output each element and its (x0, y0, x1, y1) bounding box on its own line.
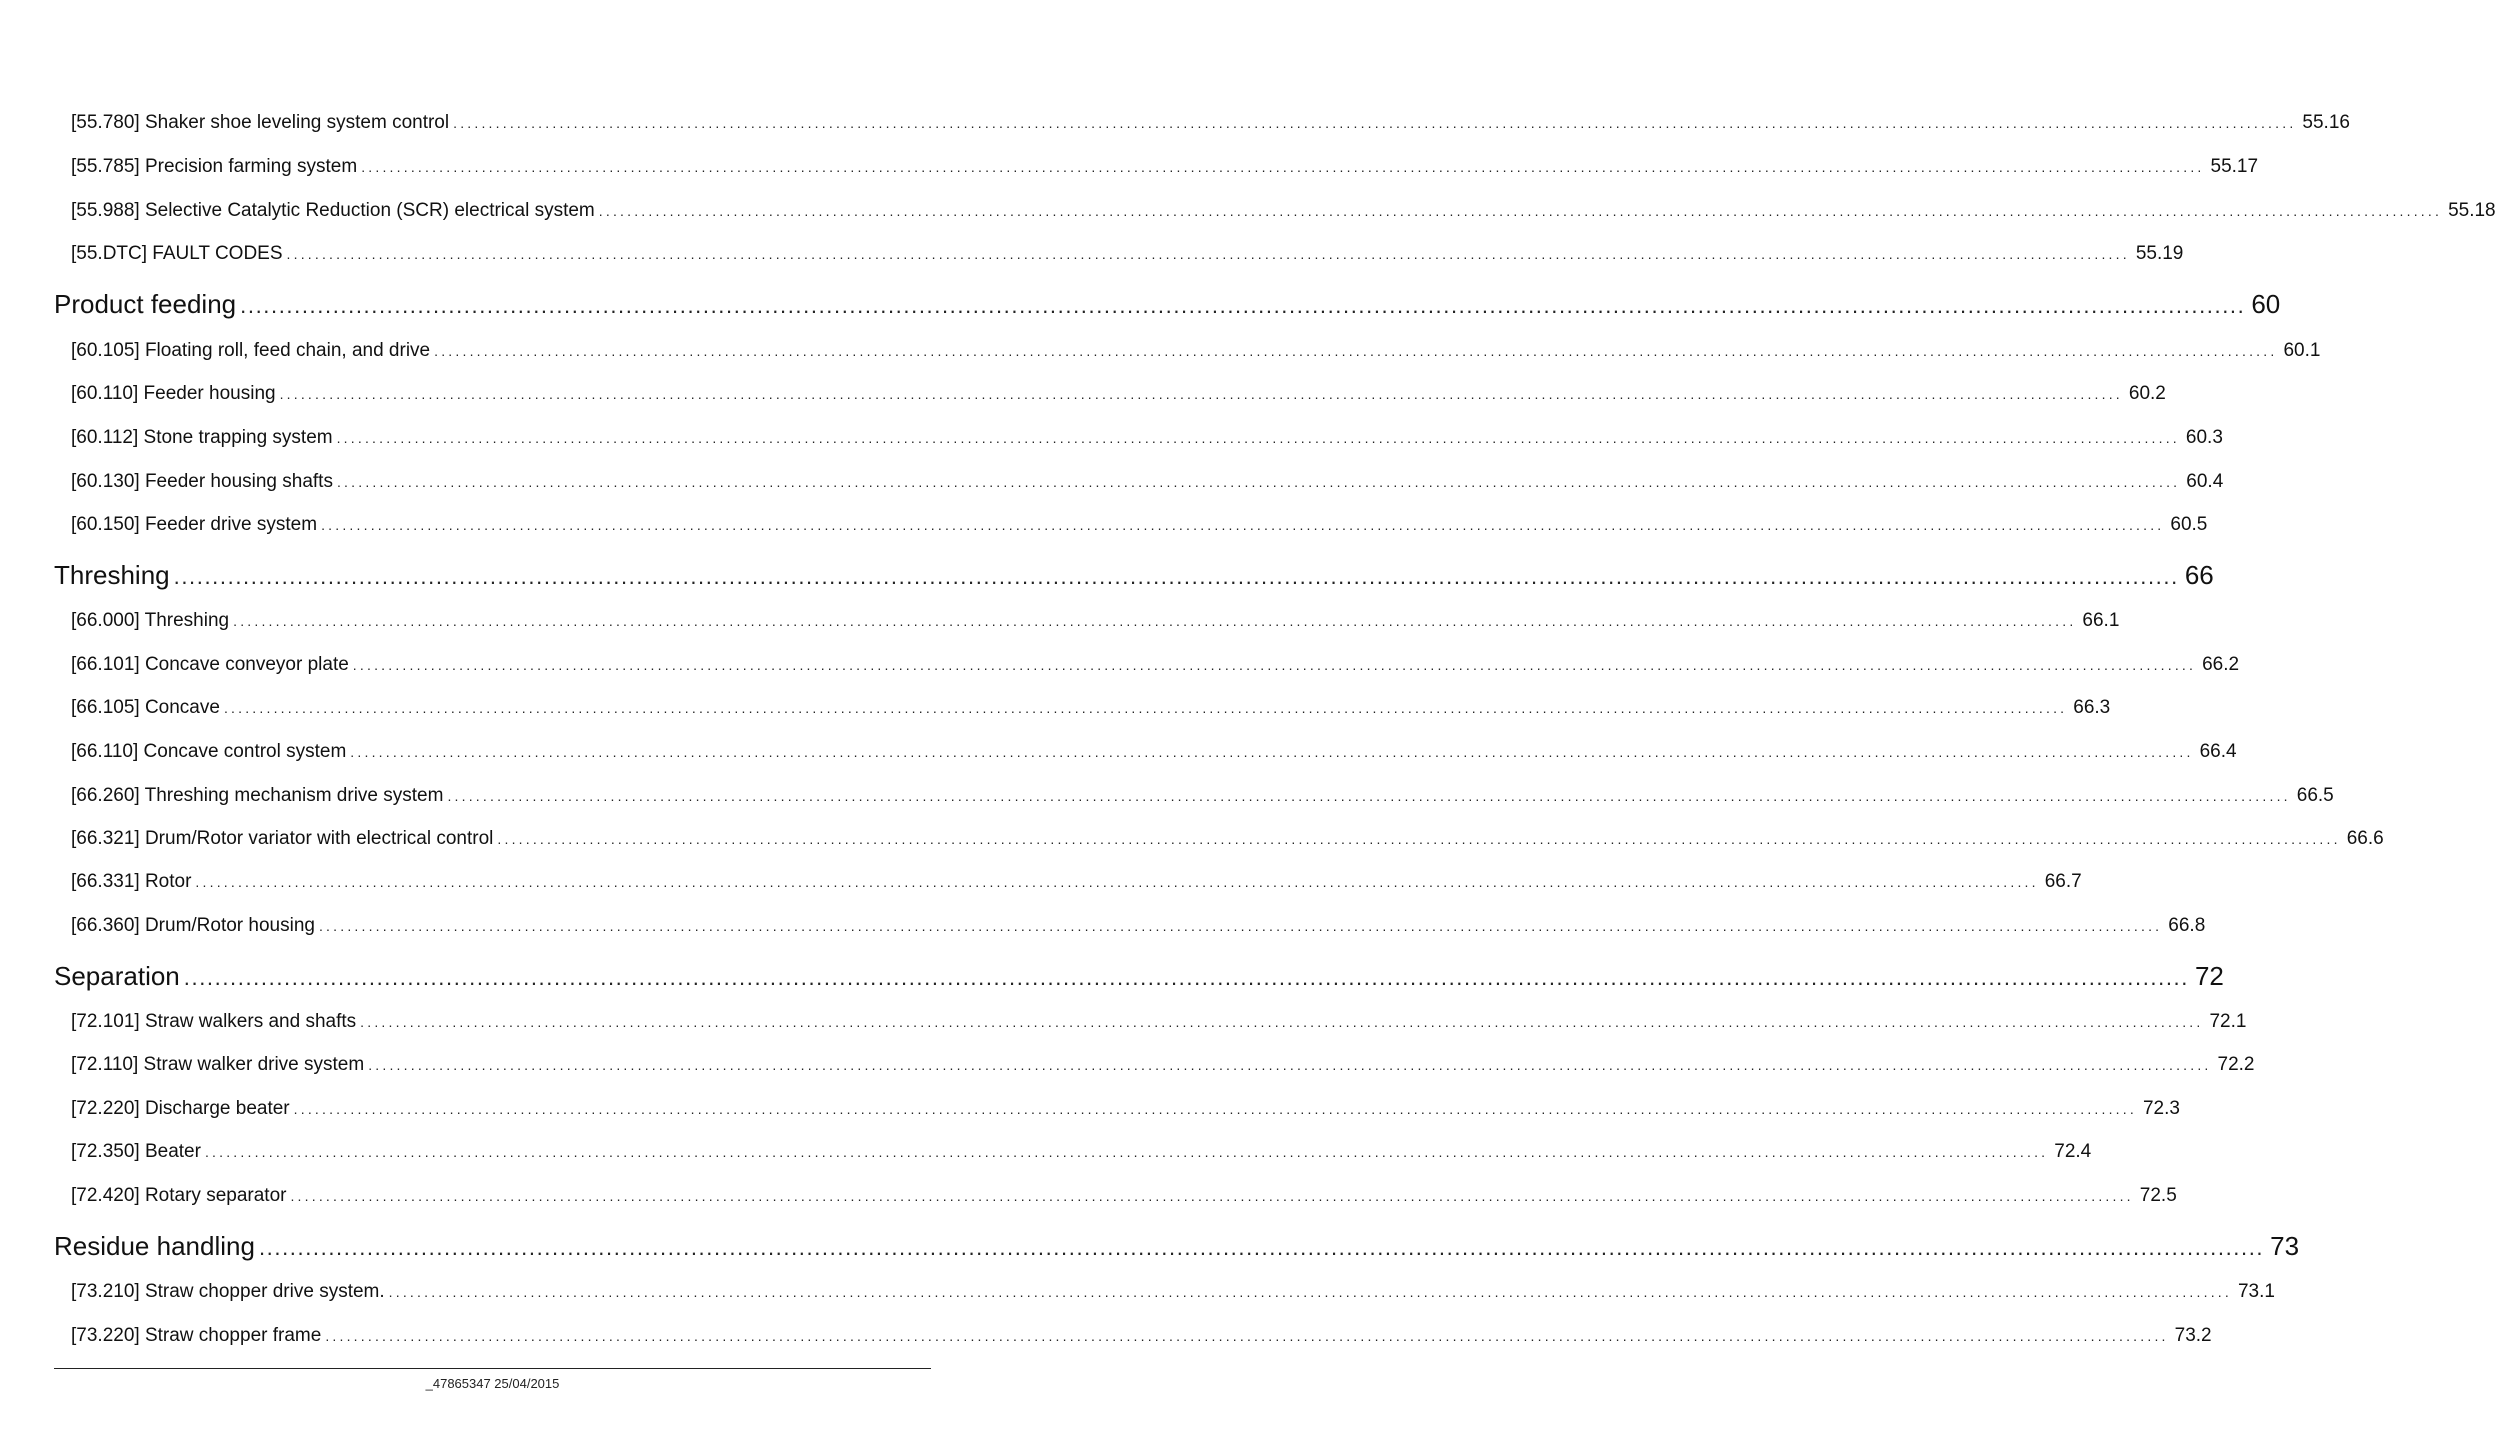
toc-entry[interactable] (71, 427, 2223, 449)
page-number: 72.5 (2139, 1185, 2177, 1206)
dot-leader: .................................................................................................................................................................................................................................................................... (598, 203, 2443, 219)
dot-leader: .................................................................................................................................................................................................................................................................... (240, 293, 2246, 318)
toc-entry[interactable] (71, 915, 2206, 937)
toc-entry[interactable] (71, 741, 2237, 763)
page-number: 66.4 (2199, 741, 2237, 762)
entry-title: [55.785] Precision farming system (71, 156, 358, 177)
page-number: 72.2 (2217, 1054, 2255, 1075)
entry-title: [60.150] Feeder drive system (71, 514, 318, 535)
dot-leader: .................................................................................................................................................................................................................................................................... (350, 744, 2194, 760)
toc-entry[interactable] (71, 156, 2259, 178)
toc-entry[interactable] (71, 200, 2496, 222)
section-title: Threshing (54, 560, 170, 590)
dot-leader: .................................................................................................................................................................................................................................................................... (258, 1235, 2265, 1260)
page-number: 60.1 (2283, 340, 2321, 361)
page-number: 55.18 (2448, 200, 2496, 221)
dot-leader: .................................................................................................................................................................................................................................................................... (360, 1014, 2204, 1030)
entry-title: [55.988] Selective Catalytic Reduction (SCR) electrical system (71, 200, 595, 221)
entry-title: [73.210] Straw chopper drive system. (71, 1281, 385, 1302)
toc-entry[interactable] (71, 1141, 2092, 1163)
page-number: 60 (2251, 289, 2281, 319)
page-number: 66.5 (2296, 785, 2334, 806)
entry-title: [66.000] Threshing (71, 610, 230, 631)
entry-title: [66.321] Drum/Rotor variator with electrical control (71, 828, 494, 849)
entry-title: [66.331] Rotor (71, 871, 192, 892)
toc-entry[interactable] (71, 1185, 2177, 1207)
dot-leader: .................................................................................................................................................................................................................................................................... (453, 115, 2297, 131)
page-number: 66.1 (2082, 610, 2120, 631)
entry-title: [72.220] Discharge beater (71, 1098, 290, 1119)
entry-title: [72.101] Straw walkers and shafts (71, 1011, 357, 1032)
dot-leader: .................................................................................................................................................................................................................................................................... (195, 874, 2039, 890)
entry-title: [55.780] Shaker shoe leveling system control (71, 112, 450, 133)
entry-title: [72.350] Beater (71, 1141, 201, 1162)
dot-leader: .................................................................................................................................................................................................................................................................... (361, 159, 2205, 175)
toc-section-entry[interactable] (54, 289, 2281, 320)
page-number: 73.1 (2237, 1281, 2275, 1302)
dot-leader: .................................................................................................................................................................................................................................................................... (204, 1144, 2049, 1160)
page-number: 73 (2270, 1231, 2300, 1261)
section-title: Residue handling (54, 1231, 255, 1261)
dot-leader: .................................................................................................................................................................................................................................................................... (183, 965, 2189, 990)
toc-entry[interactable] (71, 340, 2321, 362)
toc-entry[interactable] (71, 243, 2184, 265)
entry-title: [66.360] Drum/Rotor housing (71, 915, 315, 936)
section-title: Product feeding (54, 289, 237, 319)
dot-leader: .................................................................................................................................................................................................................................................................... (368, 1057, 2212, 1073)
dot-leader: .................................................................................................................................................................................................................................................................... (318, 918, 2163, 934)
toc-entry[interactable] (71, 697, 2111, 719)
toc-section-entry[interactable] (54, 961, 2224, 992)
page-number: 55.17 (2210, 156, 2259, 177)
dot-leader: .................................................................................................................................................................................................................................................................... (352, 657, 2197, 673)
entry-title: [55.DTC] FAULT CODES (71, 243, 283, 264)
toc-entry[interactable] (71, 1098, 2180, 1120)
dot-leader: .................................................................................................................................................................................................................................................................... (233, 613, 2077, 629)
dot-leader: .................................................................................................................................................................................................................................................................... (223, 700, 2068, 716)
toc-section-entry[interactable] (54, 1231, 2300, 1262)
dot-leader: .................................................................................................................................................................................................................................................................... (336, 474, 2181, 490)
page-number: 66.8 (2168, 915, 2206, 936)
dot-leader: .................................................................................................................................................................................................................................................................... (286, 246, 2130, 262)
page-number: 55.16 (2302, 112, 2350, 133)
page-number: 66 (2184, 560, 2214, 590)
toc-entry[interactable] (71, 383, 2166, 405)
dot-leader: .................................................................................................................................................................................................................................................................... (388, 1284, 2232, 1300)
dot-leader: .................................................................................................................................................................................................................................................................... (321, 517, 2165, 533)
section-title: Separation (54, 961, 180, 991)
entry-title: [72.110] Straw walker drive system (71, 1054, 365, 1075)
page-number: 72.3 (2142, 1098, 2180, 1119)
toc-section-entry[interactable] (54, 560, 2214, 591)
entry-title: [66.101] Concave conveyor plate (71, 654, 349, 675)
entry-title: [60.110] Feeder housing (71, 383, 276, 404)
toc-entry[interactable] (71, 610, 2120, 632)
footer-document-id: _47865347 25/04/2015 (425, 1376, 560, 1391)
dot-leader: .................................................................................................................................................................................................................................................................... (447, 788, 2291, 804)
entry-title: [72.420] Rotary separator (71, 1185, 287, 1206)
dot-leader: .................................................................................................................................................................................................................................................................... (325, 1328, 2169, 1344)
entry-title: [60.105] Floating roll, feed chain, and drive (71, 340, 431, 361)
toc-entry[interactable] (71, 514, 2208, 536)
toc-entry[interactable] (71, 1011, 2247, 1033)
page-number: 60.4 (2186, 471, 2224, 492)
page-number: 60.3 (2185, 427, 2223, 448)
page-number: 72.1 (2209, 1011, 2247, 1032)
page-number: 66.2 (2202, 654, 2240, 675)
dot-leader: .................................................................................................................................................................................................................................................................... (173, 564, 2179, 589)
dot-leader: .................................................................................................................................................................................................................................................................... (279, 386, 2123, 402)
page-number: 72.4 (2054, 1141, 2092, 1162)
entry-title: [60.130] Feeder housing shafts (71, 471, 333, 492)
toc-entry[interactable] (71, 1325, 2212, 1347)
toc-entry[interactable] (71, 1281, 2275, 1303)
page-number: 72 (2194, 961, 2224, 991)
entry-title: [66.110] Concave control system (71, 741, 347, 762)
dot-leader: .................................................................................................................................................................................................................................................................... (434, 343, 2278, 359)
page-number: 73.2 (2174, 1325, 2212, 1346)
toc-entry[interactable] (71, 654, 2240, 676)
toc-entry[interactable] (71, 871, 2082, 893)
toc-entry[interactable] (71, 828, 2384, 850)
entry-title: [66.105] Concave (71, 697, 220, 718)
entry-title: [66.260] Threshing mechanism drive system (71, 785, 444, 806)
toc-entry[interactable] (71, 112, 2350, 134)
page-number: 66.3 (2073, 697, 2111, 718)
entry-title: [60.112] Stone trapping system (71, 427, 333, 448)
page-number: 55.19 (2135, 243, 2184, 264)
toc-entry[interactable] (71, 1054, 2255, 1076)
page-number: 66.7 (2044, 871, 2082, 892)
toc-entry[interactable] (71, 471, 2224, 493)
dot-leader: .................................................................................................................................................................................................................................................................... (336, 430, 2180, 446)
footer-rule (54, 1368, 931, 1369)
page-number: 66.6 (2346, 828, 2384, 849)
dot-leader: .................................................................................................................................................................................................................................................................... (293, 1101, 2137, 1117)
page-number: 60.2 (2128, 383, 2166, 404)
toc-entry[interactable] (71, 785, 2334, 807)
entry-title: [73.220] Straw chopper frame (71, 1325, 322, 1346)
dot-leader: .................................................................................................................................................................................................................................................................... (497, 831, 2341, 847)
dot-leader: .................................................................................................................................................................................................................................................................... (290, 1188, 2134, 1204)
page-number: 60.5 (2170, 514, 2208, 535)
